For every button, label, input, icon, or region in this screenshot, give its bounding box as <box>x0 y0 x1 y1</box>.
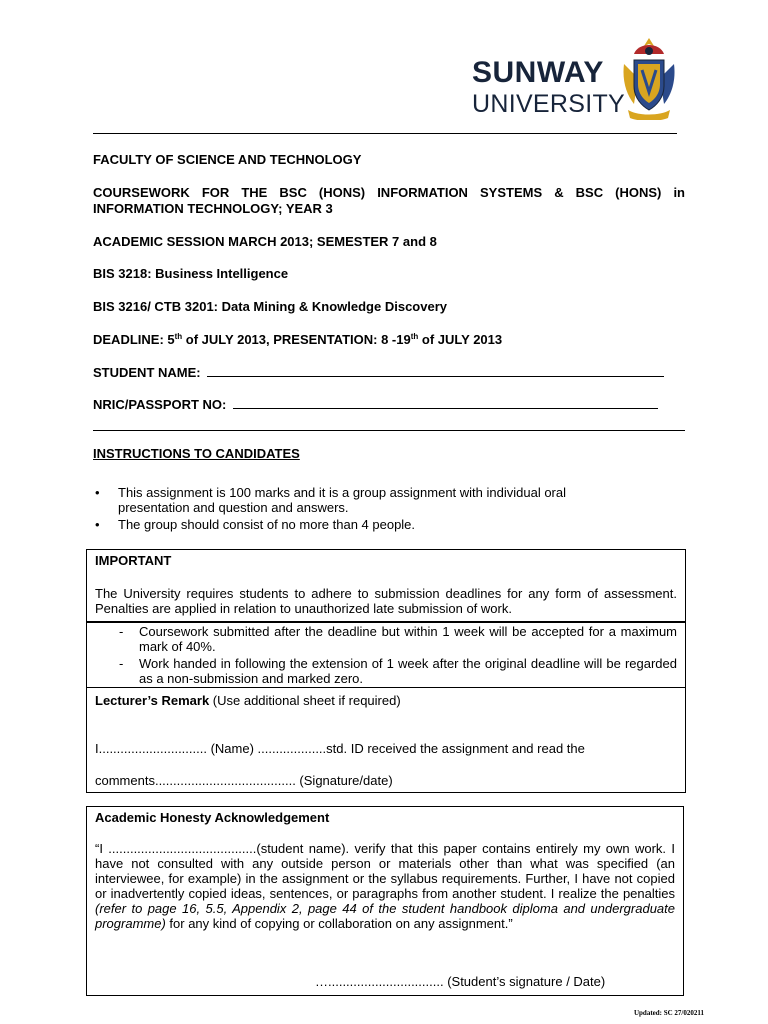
honesty-statement: “I .........................................(student name). verify that this paper contains entirely my own work. I have not consulted with any outside person or materials other than what was specified (an interviewee, for example) in the assignment or the syllabus requirements. Further, I have not copied or inadvertently copied ideas, sentences, or paragraphs from another student. I realize the penalties (refer to page 16, 5.5, Appendix 2, page 44 of the student handbook diploma and undergraduate programme) for any kind of copying or collaboration on any assignment.” <box>95 841 675 931</box>
instructions-list <box>93 485 613 534</box>
lecturer-remark-box <box>86 687 686 793</box>
student-name-field[interactable] <box>207 365 664 377</box>
header-rule <box>93 133 677 134</box>
student-name-row <box>93 365 685 381</box>
nric-field[interactable] <box>233 397 658 409</box>
module-business-intelligence: BIS 3218: Business Intelligence <box>93 266 289 281</box>
coursework-title: COURSEWORK FOR THE BSC (HONS) INFORMATION SYSTEMS & BSC (HONS) in INFORMATION TECHNOLOGY; YEAR 3 <box>93 185 685 216</box>
nric-label: NRIC/PASSPORT NO: <box>93 397 227 412</box>
university-logo <box>470 34 680 124</box>
important-box <box>86 549 686 623</box>
penalty-box <box>86 621 686 688</box>
important-text: The University requires students to adhere to submission deadlines for any form of assessment. Penalties are applied in relation to unauthorized late submission of work. <box>95 586 677 616</box>
nric-row <box>93 397 685 413</box>
deadline-line: DEADLINE: 5th of JULY 2013, PRESENTATION: 8 -19th of JULY 2013 <box>93 332 503 347</box>
remark-signature-line: comments....................................... (Signature/date) <box>95 773 393 788</box>
honesty-title: Academic Honesty Acknowledgement <box>95 810 330 825</box>
student-name-label: STUDENT NAME: <box>93 365 201 380</box>
list-item: - Coursework submitted after the deadline but within 1 week will be accepted for a maximum mark of 40%. <box>119 624 677 654</box>
list-item: • This assignment is 100 marks and it is a group assignment with individual oral presentation and question and answers. <box>95 485 566 515</box>
list-item: • The group should consist of no more than 4 people. <box>95 517 416 532</box>
session-title: ACADEMIC SESSION MARCH 2013; SEMESTER 7 and 8 <box>93 234 437 249</box>
section-rule <box>93 430 685 431</box>
honesty-signature-line: …................................ (Student’s signature / Date) <box>315 974 606 989</box>
penalty-list <box>93 624 677 688</box>
lecturer-remark-heading: Lecturer’s Remark (Use additional sheet if required) <box>95 693 401 708</box>
logo-wordmark-bottom: UNIVERSITY <box>472 90 626 118</box>
important-title: IMPORTANT <box>95 553 172 568</box>
module-data-mining: BIS 3216/ CTB 3201: Data Mining & Knowledge Discovery <box>93 299 447 314</box>
remark-receipt-line: I.............................. (Name) ...................std. ID received the assignment and read the <box>95 741 585 756</box>
logo-wordmark-top: SUNWAY <box>472 56 604 89</box>
academic-honesty-box <box>86 806 684 996</box>
instructions-title: INSTRUCTIONS TO CANDIDATES <box>93 446 300 461</box>
faculty-title: FACULTY OF SCIENCE AND TECHNOLOGY <box>93 152 362 167</box>
list-item: - Work handed in following the extension of 1 week after the original deadline will be regarded as a non-submission and marked zero. <box>119 656 677 686</box>
crest-icon <box>620 34 678 120</box>
footer-updated-note: Updated: SC 27/020211 <box>633 1009 704 1017</box>
